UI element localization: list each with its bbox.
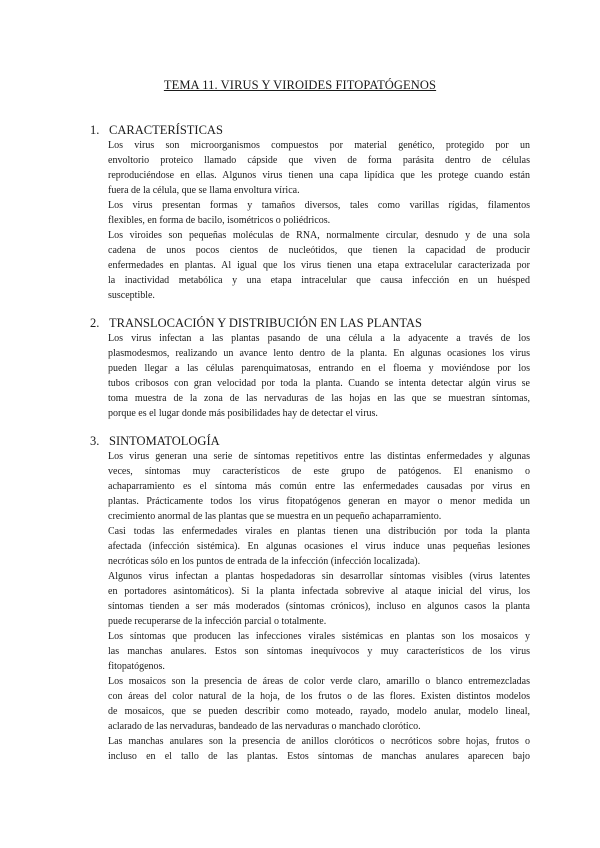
paragraph-line: Los mosaicos son la presencia de áreas de color verde claro, amarillo o blanco entremezcladas — [108, 676, 530, 687]
paragraph-line: con áreas del color natural de la hoja, de los frutos o de las flores. Existen distintos modelos — [108, 691, 530, 702]
paragraph-line: achaparramiento es el síntoma más común entre las enfermedades causadas por virus en — [108, 481, 530, 492]
section-heading — [90, 434, 220, 449]
paragraph-line: enfermedades en plantas. Al igual que los virus tienen una etapa extracelular caracterizada por — [108, 260, 530, 271]
section-body — [108, 331, 530, 421]
paragraph-line: tubos cribosos con gran velocidad por toda la planta. Cuando se intenta detectar algún virus se — [108, 378, 530, 389]
paragraph-line: pueden llegar a las células parenquimatosas, entrando en el floema y moviéndose por los — [108, 363, 530, 374]
paragraph-line: Los virus generan una serie de síntomas repetitivos entre las distintas enfermedades y algunas — [108, 451, 530, 462]
paragraph-line: las manchas anulares. Estos son síntomas inequívocos y muy característicos de los virus — [108, 646, 530, 657]
paragraph-line: incluso en el tallo de las plantas. Estos síntomas de manchas anulares aparecen bajo — [108, 751, 530, 762]
section-body — [108, 449, 530, 764]
paragraph-line: aclarado de las nervaduras, bandeado de las nervaduras o manchado clorótico. — [108, 721, 421, 732]
paragraph-line: envoltorio proteico llamado cápside que viven de forma parásita dentro de células — [108, 155, 530, 166]
paragraph-line: la inactividad metabólica y una etapa intracelular que causa infección en un huésped — [108, 275, 530, 286]
paragraph-line: puede recuperarse de la infección parcial o totalmente. — [108, 616, 327, 627]
section-heading — [90, 123, 223, 138]
section-heading — [90, 316, 422, 331]
paragraph-line: Los virus presentan formas y tamaños diversos, tales como varillas rígidas, filamentos — [108, 200, 530, 211]
paragraph-line: toma muestra de la zona de las nervaduras de las hojas en las que se muestran síntomas, — [108, 393, 530, 404]
paragraph-line: veces, síntomas muy característicos de este grupo de patógenos. El enanismo o — [108, 466, 530, 477]
document-title: TEMA 11. VIRUS Y VIROIDES FITOPATÓGENOS — [163, 78, 437, 92]
paragraph-line: porque es el lugar donde más posibilidades hay de detectar el virus. — [108, 408, 378, 419]
section-number: 2. — [90, 316, 100, 330]
paragraph-line: Algunos virus infectan a plantas hospedadoras sin desarrollar síntomas visibles (virus latentes — [108, 571, 530, 582]
paragraph-line: reproduciéndose en ellas. Algunos virus tienen una capa lipídica que les protege cuando están — [108, 170, 530, 181]
paragraph-line: afectada (infección sistémica). En algunas ocasiones el virus induce unas pequeñas lesiones — [108, 541, 530, 552]
paragraph-line: plantas. Prácticamente todos los virus fitopatógenos generan en mayor o menor medida un — [108, 496, 530, 507]
section-body — [108, 138, 530, 303]
paragraph-line: cadena de unos pocos cientos de nucleótidos, que tienen la capacidad de producir — [108, 245, 530, 256]
paragraph-line: Los viroides son pequeñas moléculas de RNA, normalmente circular, desnudo y de una sola — [108, 230, 530, 241]
paragraph-line: necróticas sólo en los puntos de entrada de la infección (infección localizada). — [108, 556, 421, 567]
paragraph-line: crecimiento anormal de las plantas que se muestra en un pequeño achaparramiento. — [108, 511, 442, 522]
section-title: CARACTERÍSTICAS — [109, 123, 223, 137]
paragraph-line: Casi todas las enfermedades virales en plantas tienen una distribución por toda la planta — [108, 526, 530, 537]
section-number: 1. — [90, 123, 100, 137]
paragraph-line: plasmodesmos, realizando un avance lento dentro de la planta. En algunas ocasiones los virus — [108, 348, 530, 359]
paragraph-line: Los virus son microorganismos compuestos por material genético, protegido por un — [108, 140, 530, 151]
paragraph-line: fitopatógenos. — [108, 661, 165, 672]
section-title: TRANSLOCACIÓN Y DISTRIBUCIÓN EN LAS PLANTAS — [109, 316, 423, 330]
section-title: SINTOMATOLOGÍA — [109, 434, 220, 448]
paragraph-line: de mosaicos, que se pueden describir como moteado, rayado, modelo anular, modelo lineal, — [108, 706, 530, 717]
section-number: 3. — [90, 434, 100, 448]
paragraph-line: fuera de la célula, que se llama envoltura vírica. — [108, 185, 300, 196]
paragraph-line: síntomas tienden a ser más moderados (síntomas crónicos), incluso en algunos casos la planta — [108, 601, 530, 612]
paragraph-line: Las manchas anulares son la presencia de anillos cloróticos o necróticos sobre hojas, frutos o — [108, 736, 530, 747]
paragraph-line: Los virus infectan a las plantas pasando de una célula a la adyacente a través de los — [108, 333, 530, 344]
paragraph-line: susceptible. — [108, 290, 155, 301]
paragraph-line: en portadores asintomáticos). Si la planta infectada sobrevive al ataque inicial del virus, los — [108, 586, 530, 597]
paragraph-line: flexibles, en forma de bacilo, isométricos o poliédricos. — [108, 215, 331, 226]
paragraph-line: Los síntomas que producen las infecciones virales sistémicas en plantas son los mosaicos y — [108, 631, 530, 642]
